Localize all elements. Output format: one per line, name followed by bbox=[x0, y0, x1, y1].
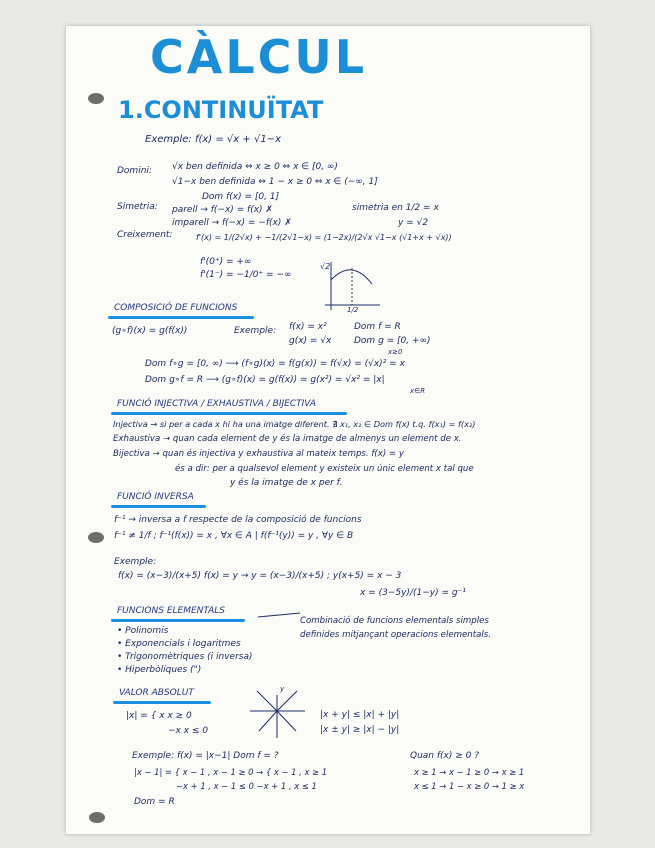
valor-absolut-line-3: |x + y| ≤ |x| + |y| bbox=[320, 710, 400, 720]
composicio-heading: COMPOSICIÓ DE FUNCIONS bbox=[114, 303, 238, 313]
valor-absolut-line-5: Exemple: f(x) = |x−1| Dom f = ? bbox=[132, 751, 279, 761]
valor-absolut-line-10: x ≤ 1 → 1 − x ≥ 0 → 1 ≥ x bbox=[414, 781, 525, 791]
composicio-line-8b: x∈R bbox=[410, 387, 426, 395]
composicio-line-7: Dom f∘g = [0, ∞) ⟶ (f∘g)(x) = f(g(x)) = f(√x) = (√x)² = x bbox=[145, 359, 405, 369]
domini-label: Domini: bbox=[117, 166, 152, 176]
section-heading-continuitat: 1.CONTINUÏTAT bbox=[118, 96, 324, 124]
inversa-heading: FUNCIÓ INVERSA bbox=[117, 492, 194, 502]
creixement-line-3: f'(1⁻) = −1/0⁺ = −∞ bbox=[200, 270, 292, 280]
domini-line-2: √1−x ben definida ⇔ 1 − x ≥ 0 ⇔ x ∈ (−∞, 1] bbox=[172, 177, 378, 187]
elementals-item-2: • Exponencials i logaritmes bbox=[117, 639, 241, 649]
composicio-line-3: f(x) = x² bbox=[289, 322, 327, 332]
valor-absolut-heading: VALOR ABSOLUT bbox=[119, 688, 194, 698]
composicio-line-6: Dom g = [0, +∞) bbox=[354, 336, 431, 346]
valor-absolut-line-9: x ≥ 1 → x − 1 ≥ 0 → x ≥ 1 bbox=[414, 767, 525, 777]
inversa-line-4: f(x) = (x−3)/(x+5) f(x) = y → y = (x−3)/(x+5) ; y(x+5) = x − 3 bbox=[118, 571, 402, 581]
valor-absolut-line-2: −x x ≤ 0 bbox=[168, 726, 209, 736]
valor-absolut-line-6: |x − 1| = { x − 1 , x − 1 ≥ 0 → { x − 1 , x ≥ 1 bbox=[134, 767, 328, 777]
simetria-line-4: y = √2 bbox=[398, 218, 429, 228]
elementals-item-4: • Hiperbòliques (") bbox=[117, 665, 202, 675]
inversa-line-1: f⁻¹ → inversa a f respecte de la composició de funcions bbox=[114, 515, 362, 525]
elementals-note-2: definides mitjançant operacions elementals. bbox=[300, 630, 491, 640]
injectiva-line-3: Bijectiva → quan és injectiva y exhaustiva al mateix temps. f(x) = y bbox=[113, 449, 404, 459]
valor-absolut-line-1: |x| = { x x ≥ 0 bbox=[126, 711, 192, 721]
composicio-line-6b: x≥0 bbox=[388, 348, 403, 356]
composicio-line-2: Exemple: bbox=[234, 326, 277, 336]
graph-x-label: 1/2 bbox=[347, 306, 359, 314]
valor-absolut-line-7: −x + 1 , x − 1 ≤ 0 −x + 1 , x ≤ 1 bbox=[176, 781, 317, 791]
inversa-line-3: Exemple: bbox=[114, 557, 157, 567]
domini-line-3: Dom f(x) = [0, 1] bbox=[202, 192, 280, 202]
injectiva-heading: FUNCIÓ INJECTIVA / EXHAUSTIVA / BIJECTIVA bbox=[117, 399, 316, 409]
injectiva-line-5: y és la imatge de x per f. bbox=[230, 478, 343, 488]
composicio-underline bbox=[108, 316, 254, 319]
elementals-item-3: • Trigonomètriques (i inversa) bbox=[117, 652, 253, 662]
simetria-line-1: parell → f(−x) = f(x) ✗ bbox=[172, 205, 273, 215]
injectiva-underline bbox=[111, 412, 347, 415]
valor-absolut-underline bbox=[113, 701, 211, 704]
valor-absolut-line-11: Dom = R bbox=[134, 797, 175, 807]
elementals-note-1: Combinació de funcions elementals simples bbox=[300, 616, 489, 626]
composicio-line-5: Dom f = R bbox=[354, 322, 401, 332]
composicio-line-8: Dom g∘f = R ⟶ (g∘f)(x) = g(f(x)) = g(x²) = √x² = |x| bbox=[145, 375, 385, 385]
injectiva-line-2: Exhaustiva → quan cada element de y és la imatge de almenys un element de x. bbox=[113, 434, 462, 444]
valor-absolut-graph-y: y bbox=[280, 685, 285, 693]
simetria-line-3: simetria en 1/2 = x bbox=[352, 203, 439, 213]
valor-absolut-line-4: |x ± y| ≥ |x| − |y| bbox=[320, 725, 400, 735]
example-line: Exemple: f(x) = √x + √1−x bbox=[145, 134, 281, 145]
elementals-heading: FUNCIONS ELEMENTALS bbox=[117, 606, 225, 616]
inversa-line-2: f⁻¹ ≠ 1/f ; f⁻¹(f(x)) = x , ∀x ∈ A | f(f⁻¹(y)) = y , ∀y ∈ B bbox=[114, 531, 354, 541]
simetria-label: Simetria: bbox=[117, 202, 158, 212]
graph-y-label: √2 bbox=[320, 262, 331, 271]
composicio-line-1: (g∘f)(x) = g(f(x)) bbox=[112, 326, 188, 336]
creixement-line-1: f'(x) = 1/(2√x) + −1/(2√1−x) = (1−2x)/(2√x √1−x (√1+x + √x)) bbox=[196, 233, 452, 242]
creixement-line-2: f'(0⁺) = +∞ bbox=[200, 257, 252, 267]
simetria-line-2: imparell → f(−x) = −f(x) ✗ bbox=[172, 218, 292, 228]
elementals-item-1: • Polinomis bbox=[117, 626, 169, 636]
valor-absolut-line-8: Quan f(x) ≥ 0 ? bbox=[410, 751, 480, 761]
composicio-line-4: g(x) = √x bbox=[289, 336, 332, 346]
injectiva-line-4: és a dir: per a qualsevol element y existeix un únic element x tal que bbox=[175, 464, 474, 474]
inversa-underline bbox=[111, 505, 206, 508]
elementals-underline bbox=[111, 619, 245, 622]
inversa-line-5: x = (3−5y)/(1−y) = g⁻¹ bbox=[360, 588, 466, 598]
page-title: CÀLCUL bbox=[150, 30, 368, 84]
domini-line-1: √x ben definida ⇔ x ≥ 0 ⇔ x ∈ [0, ∞) bbox=[172, 162, 338, 172]
injectiva-line-1: Injectiva → si per a cada x hi ha una imatge diferent. ∄ x₁, x₂ ∈ Dom f(x) t.q. f(x₁) = f(x₂) bbox=[113, 419, 476, 429]
creixement-label: Creixement: bbox=[117, 230, 173, 240]
